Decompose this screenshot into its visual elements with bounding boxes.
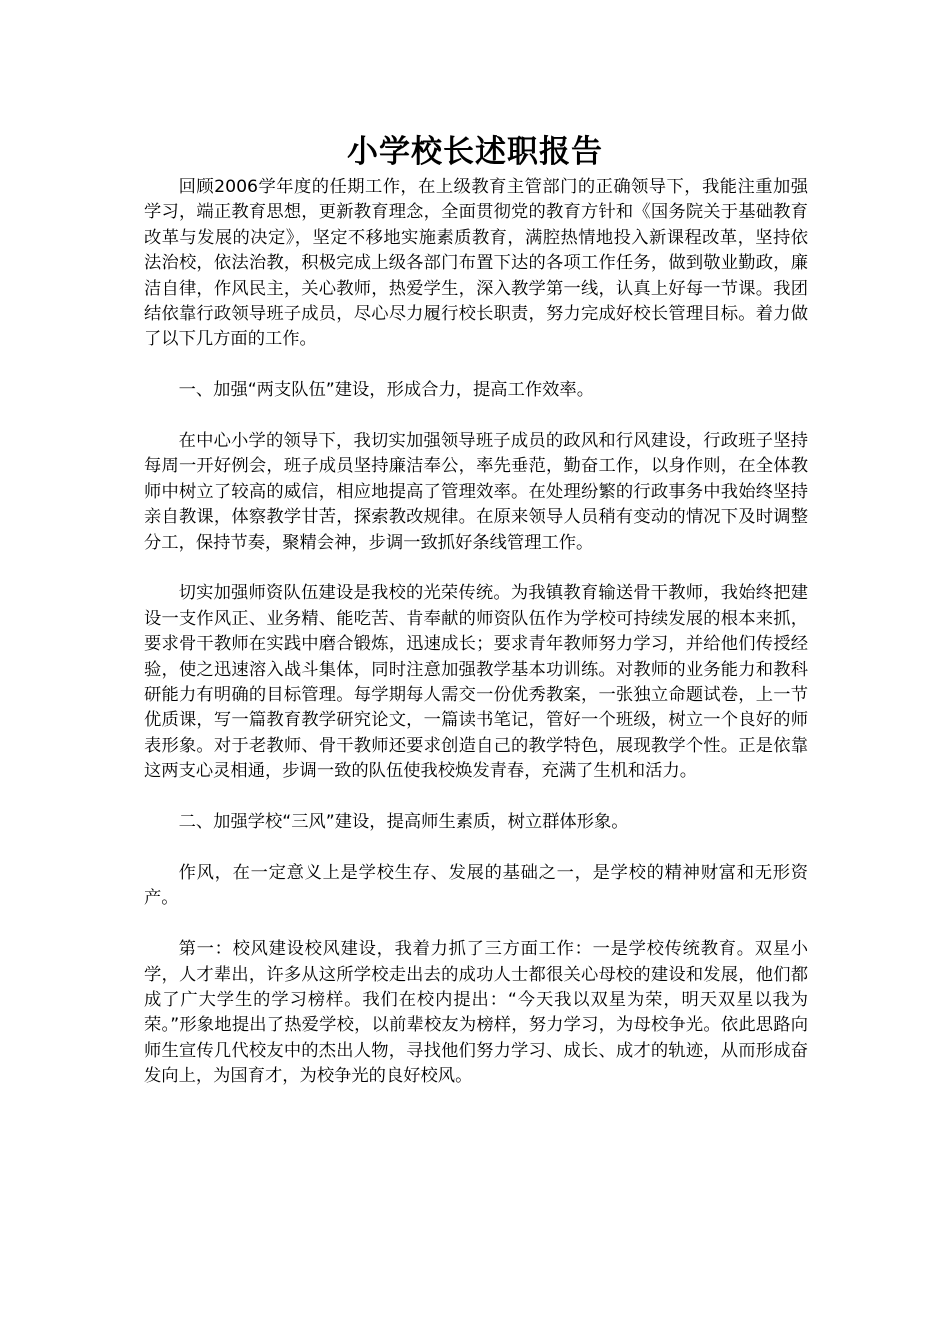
section-heading-2: 二、加强学校“三风”建设，提高师生素质，树立群体形象。 <box>178 812 629 833</box>
paragraph-teachers: 切实加强师资队伍建设是我校的光荣传统。为我镇教育输送骨干教师，我始终把建设一支作风正、业务精、能吃苦、肯奉献的师资队伍作为学校可持续发展的根本来抓，要求骨干教师在实践中磨合锻炼，迅速成长；要求青年教师努力学习，并给他们传授经验，使之迅速溶入战斗集体，同时注意加强教学基本功训练。对教师的业务能力和教科研能力有明确的目标管理。每学期每人需交一份优秀教案，一张独立命题试卷，上一节优质课，写一篇教育教学研究论文，一篇读书笔记，管好一个班级，树立一个良好的师表形象。对于老教师、骨干教师还要求创造自己的教学特色，展现教学个性。正是依靠这两支心灵相通，步调一致的队伍使我校焕发青春，充满了生机和活力。 <box>144 583 808 782</box>
paragraph-school-spirit: 第一：校风建设校风建设，我着力抓了三方面工作：一是学校传统教育。双星小学，人才辈出，许多从这所学校走出去的成功人士都很关心母校的建设和发展，他们都成了广大学生的学习榜样。我们在校内提出：“今天我以双星为荣，明天双星以我为荣。”形象地提出了热爱学校，以前辈校友为榜样，努力学习，为母校争光。依此思路向师生宣传几代校友中的杰出人物，寻找他们努力学习、成长、成才的轨迹，从而形成奋发向上，为国育才，为校争光的良好校风。 <box>144 939 808 1087</box>
paragraph-style: 作风，在一定意义上是学校生存、发展的基础之一，是学校的精神财富和无形资产。 <box>144 862 808 909</box>
document-title: 小学校长述职报告 <box>347 134 603 170</box>
section-heading-1: 一、加强“两支队伍”建设，形成合力，提高工作效率。 <box>178 380 594 401</box>
document-body <box>144 175 808 1115</box>
paragraph-leadership: 在中心小学的领导下，我切实加强领导班子成员的政风和行风建设，行政班子坚持每周一开好例会，班子成员坚持廉洁奉公，率先垂范，勤奋工作，以身作则，在全体教师中树立了较高的威信，相应地提高了管理效率。在处理纷繁的行政事务中我始终坚持亲自教课，体察教学甘苦，探索教改规律。在原来领导人员稍有变动的情况下及时调整分工，保持节奏，聚精会神，步调一致抓好条线管理工作。 <box>144 431 808 553</box>
paragraph-intro: 回顾2006学年度的任期工作，在上级教育主管部门的正确领导下，我能注重加强学习，端正教育思想，更新教育理念，全面贯彻党的教育方针和《国务院关于基础教育改革与发展的决定》，坚定不移地实施素质教育，满腔热情地投入新课程改革，坚持依法治校，依法治教，积极完成上级各部门布置下达的各项工作任务，做到敬业勤政，廉洁自律，作风民主，关心教师，热爱学生，深入教学第一线，认真上好每一节课。我团结依靠行政领导班子成员，尽心尽力履行校长职责，努力完成好校长管理目标。着力做了以下几方面的工作。 <box>144 177 808 350</box>
